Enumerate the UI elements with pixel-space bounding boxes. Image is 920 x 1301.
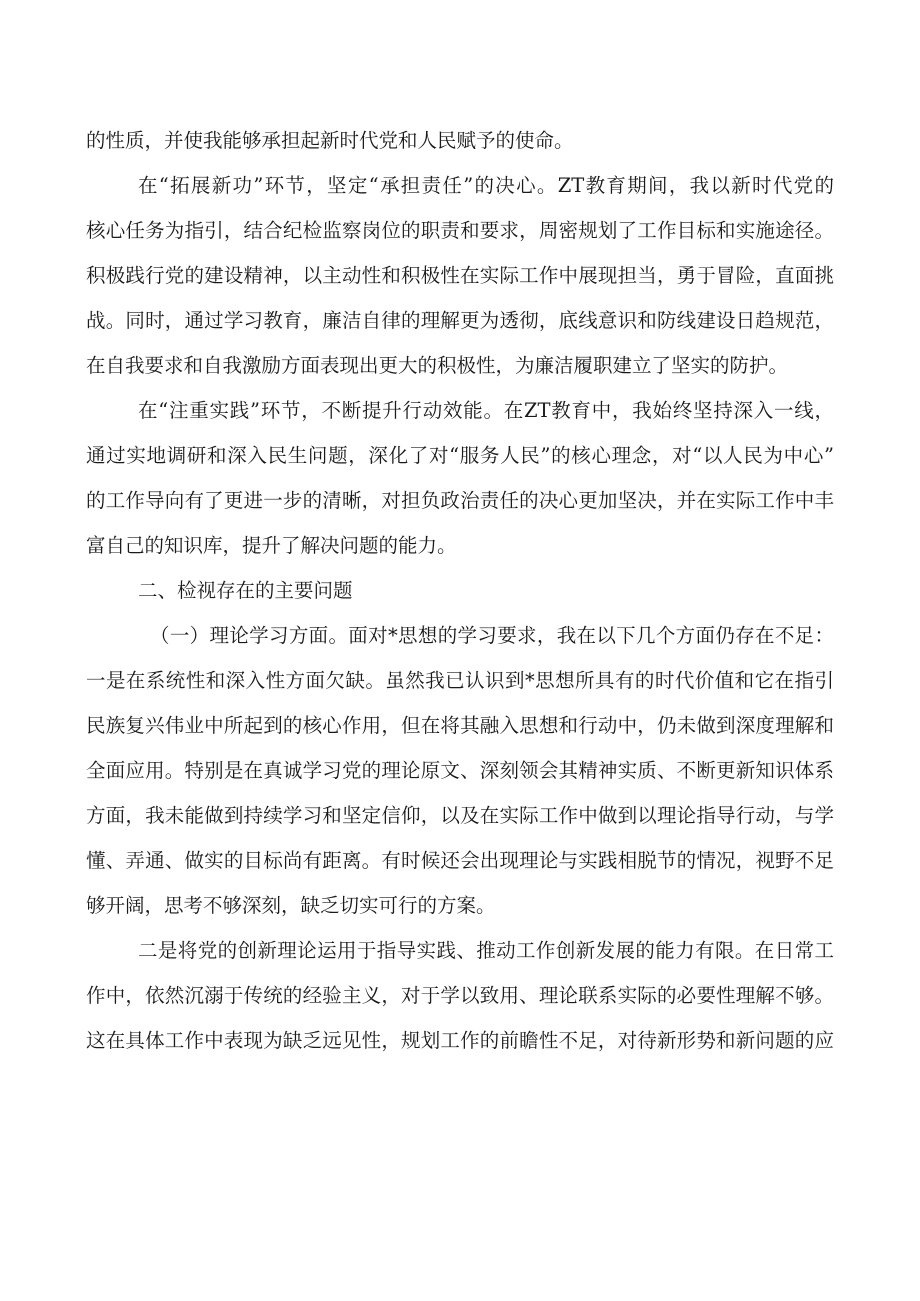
paragraph-first-line: 在“拓展新功”环节，坚定“承担责任”的决心。ZT教育期间，我以新时代党的 — [138, 174, 834, 197]
subsection-heading: （一）理论学习方面。面对*思想的学习要求，我在以下几个方面仍存在不足： — [150, 624, 834, 647]
text-line: 民族复兴伟业中所起到的核心作用，但在将其融入思想和行动中，仍未做到深度理解和 — [86, 714, 834, 737]
text-line: 一是在系统性和深入性方面欠缺。虽然我已认识到*思想所具有的时代价值和它在指引 — [86, 669, 834, 692]
text-line: 懂、弄通、做实的目标尚有距离。有时候还会出现理论与实践相脱节的情况，视野不足 — [86, 849, 834, 872]
text-line: 作中，依然沉溺于传统的经验主义，对于学以致用、理论联系实际的必要性理解不够。 — [86, 984, 834, 1007]
text-line: 积极践行党的建设精神，以主动性和积极性在实际工作中展现担当，勇于冒险，直面挑 — [86, 264, 834, 287]
text-line: 战。同时，通过学习教育，廉洁自律的理解更为透彻，底线意识和防线建设日趋规范， — [86, 309, 834, 332]
text-line: 在自我要求和自我激励方面表现出更大的积极性，为廉洁履职建立了坚实的防护。 — [86, 354, 789, 377]
text-line: 这在具体工作中表现为缺乏远见性，规划工作的前瞻性不足，对待新形势和新问题的应 — [86, 1029, 834, 1052]
text-line: 够开阔，思考不够深刻，缺乏切实可行的方案。 — [86, 894, 496, 917]
text-line: 通过实地调研和深入民生问题，深化了对“服务人民”的核心理念，对“以人民为中心” — [86, 444, 834, 467]
text-line: 核心任务为指引，结合纪检监察岗位的职责和要求，周密规划了工作目标和实施途径。 — [86, 219, 834, 242]
paragraph-first-line: 二是将党的创新理论运用于指导实践、推动工作创新发展的能力有限。在日常工 — [138, 939, 834, 962]
text-line: 方面，我未能做到持续学习和坚定信仰，以及在实际工作中做到以理论指导行动，与学 — [86, 804, 834, 827]
text-line: 全面应用。特别是在真诚学习党的理论原文、深刻领会其精神实质、不断更新知识体系 — [86, 759, 834, 782]
document-body — [86, 118, 834, 1063]
text-line: 富自己的知识库，提升了解决问题的能力。 — [86, 534, 457, 557]
paragraph-first-line: 在“注重实践”环节，不断提升行动效能。在ZT教育中，我始终坚持深入一线， — [138, 399, 834, 422]
section-heading: 二、检视存在的主要问题 — [138, 579, 353, 602]
text-line: 的性质，并使我能够承担起新时代党和人民赋予的使命。 — [86, 129, 574, 152]
text-line: 的工作导向有了更进一步的清晰，对担负政治责任的决心更加坚决，并在实际工作中丰 — [86, 489, 834, 512]
